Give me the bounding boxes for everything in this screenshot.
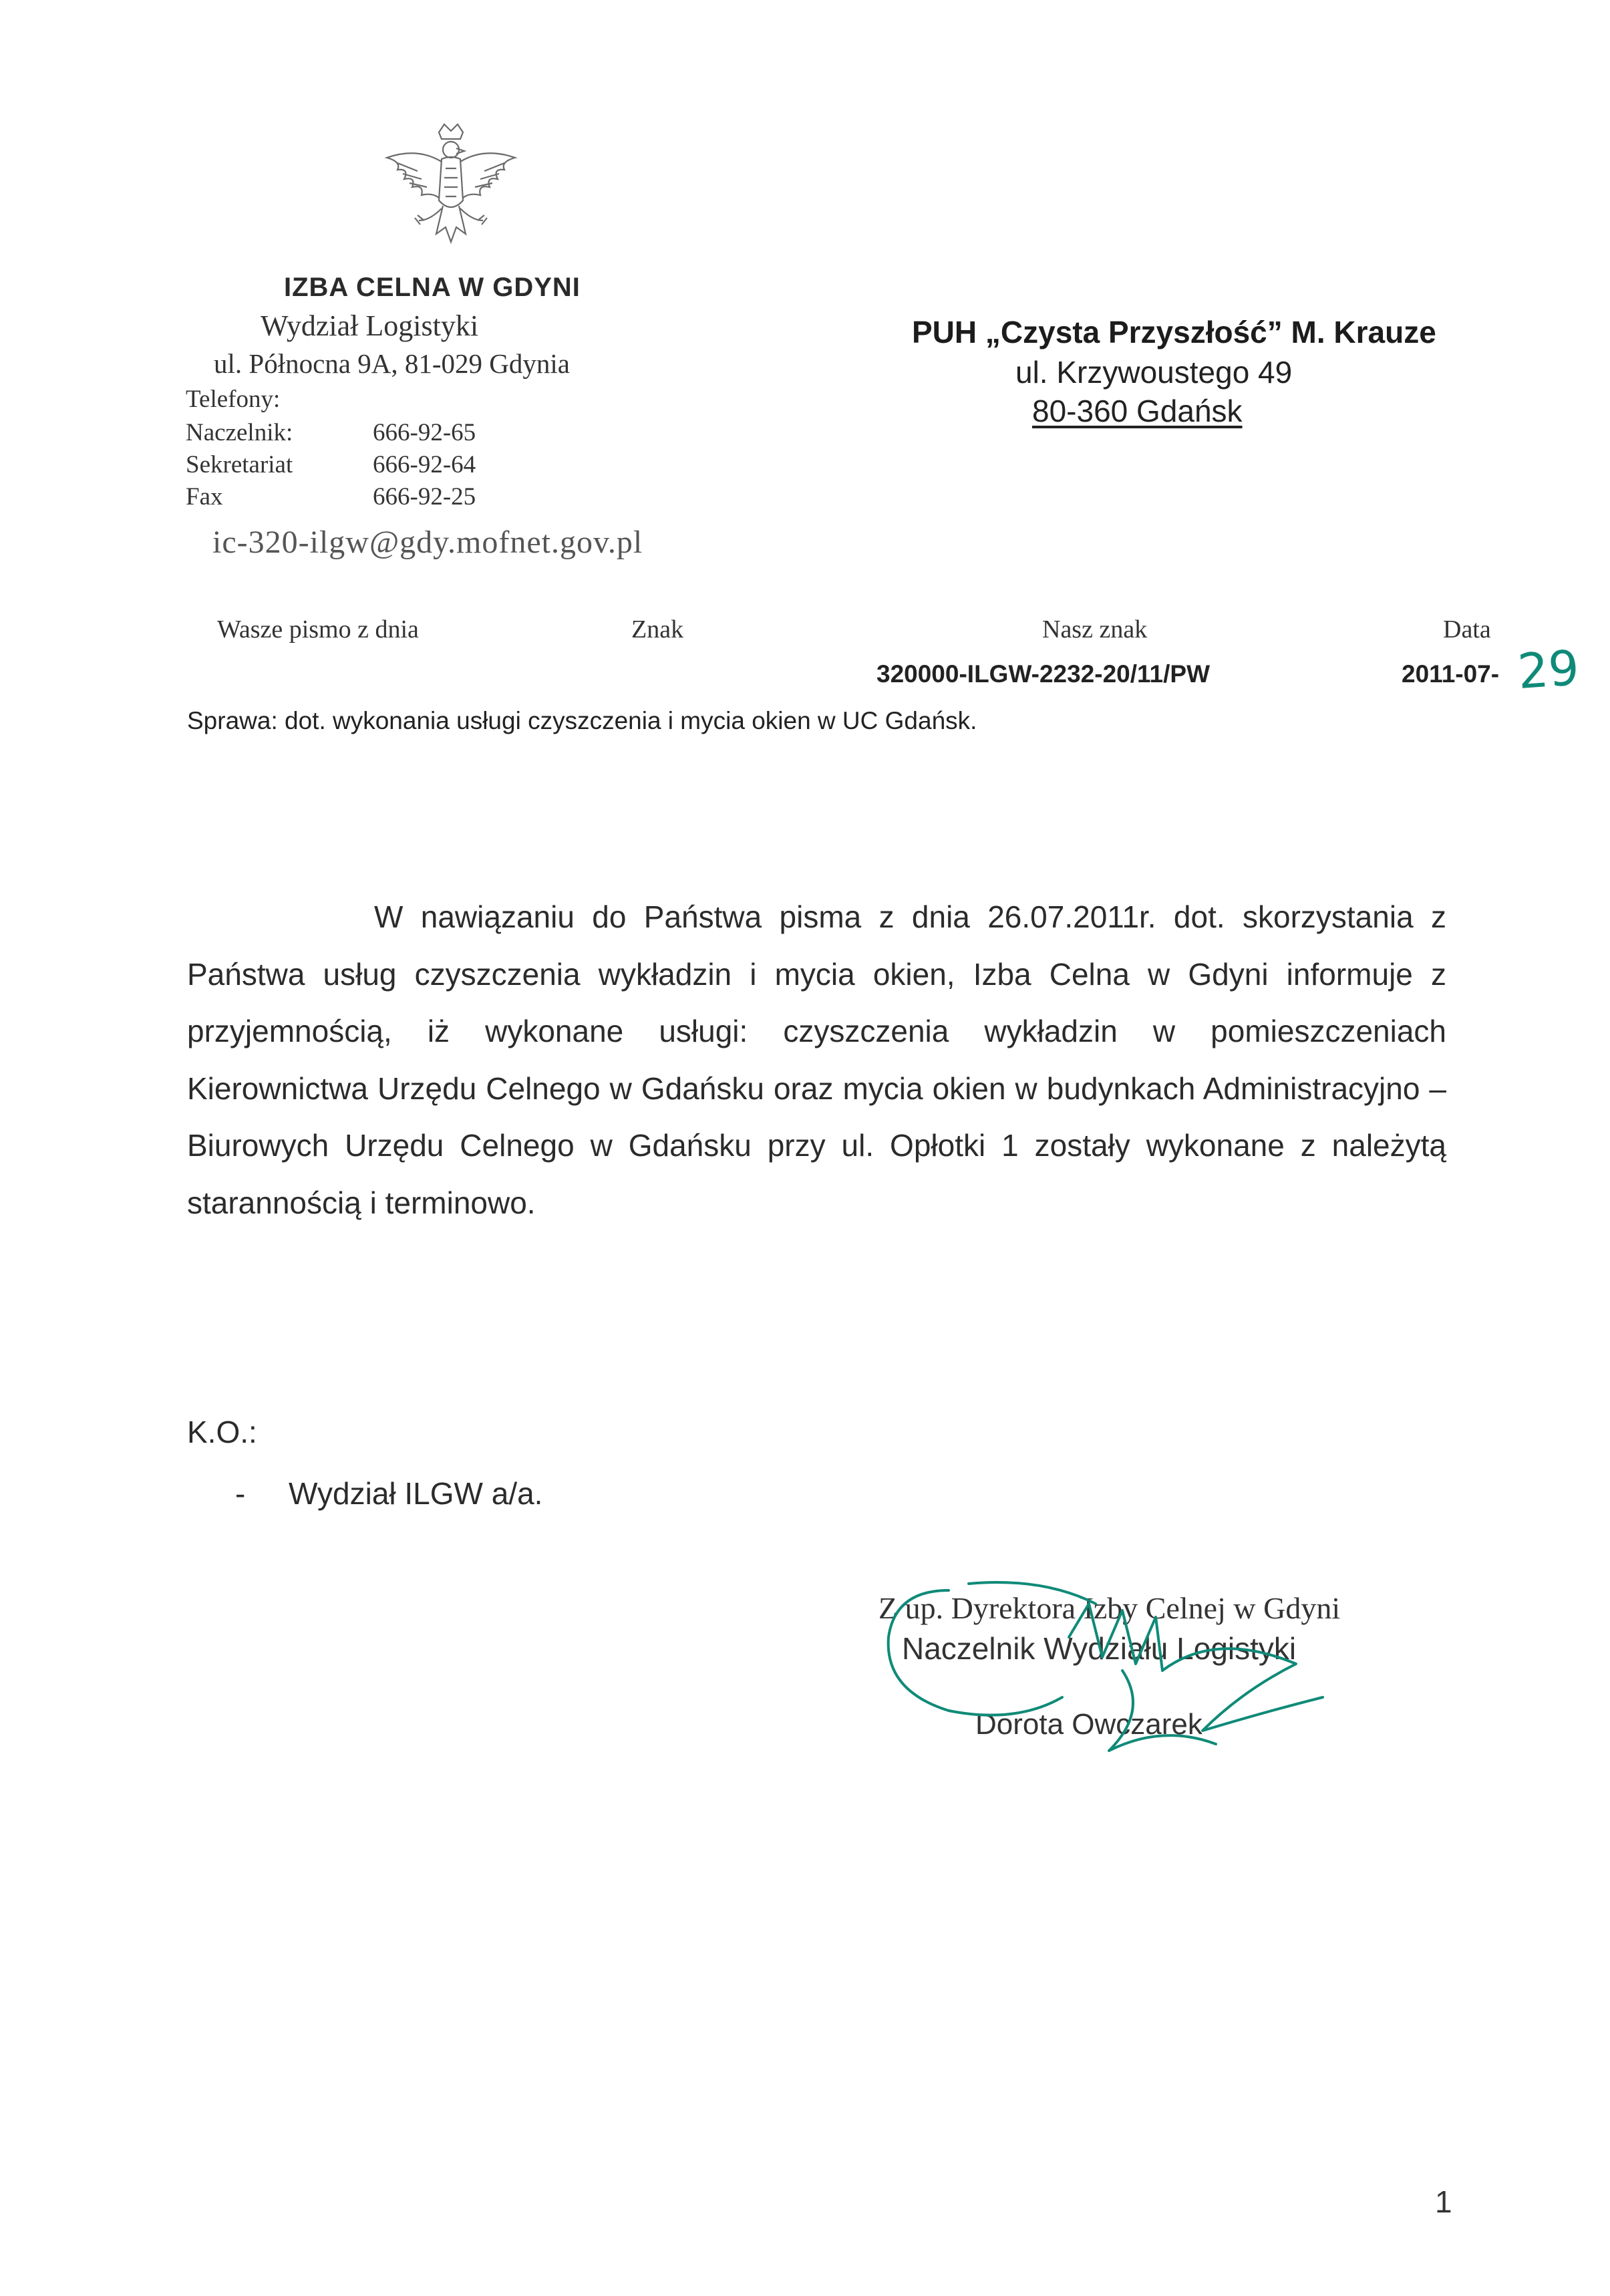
sender-address: ul. Północna 9A, 81-029 Gdynia bbox=[214, 348, 570, 379]
our-sign-value: 320000-ILGW-2232-20/11/PW bbox=[876, 660, 1211, 688]
copies-label: K.O.: bbox=[187, 1415, 257, 1449]
phone-label: Sekretariat bbox=[186, 451, 293, 478]
letter-body: W nawiązaniu do Państwa pisma z dnia 26.07.2011r. dot. skorzystania z Państwa usług czyszczenia wykładzin i mycia okien, Izba Celna w Gdyni informuje z przyjemnością, iż wykonane usługi: czyszczenia wykładzin w pomieszczeniach Kierownictwa Urzędu Celnego w Gdańsku oraz mycia okien w budynkach Administracyjno –Biurowych Urzędu Celnego w Gdańsku przy ul. Opłotki 1 zostały wykonane z należytą starannością i terminowo. bbox=[187, 899, 1446, 1220]
your-letter-label: Wasze pismo z dnia bbox=[217, 615, 419, 643]
sender-department: Wydział Logistyki bbox=[261, 309, 479, 342]
recipient-street: ul. Krzywoustego 49 bbox=[1015, 355, 1293, 390]
signature-line-2: Naczelnik Wydziału Logistyki bbox=[902, 1631, 1297, 1666]
recipient-name: PUH „Czysta Przyszłość” M. Krauze bbox=[912, 315, 1436, 349]
sender-organization: IZBA CELNA W GDYNI bbox=[284, 273, 581, 302]
copies-item-text: Wydział ILGW a/a. bbox=[289, 1476, 543, 1511]
phone-row bbox=[186, 450, 476, 479]
signature-line-1: Z up. Dyrektora Izby Celnej w Gdyni bbox=[878, 1591, 1341, 1625]
polish-eagle-emblem-icon bbox=[377, 120, 524, 274]
handwritten-signature bbox=[868, 1564, 1349, 1818]
list-dash: - bbox=[235, 1476, 246, 1511]
handwritten-day: 29 bbox=[1516, 639, 1581, 700]
phone-label: Fax bbox=[186, 483, 223, 511]
phone-row bbox=[186, 418, 476, 447]
date-value: 2011-07- bbox=[1402, 660, 1500, 688]
recipient-city: 80-360 Gdańsk bbox=[1032, 394, 1243, 428]
phone-row bbox=[186, 482, 476, 511]
date-label: Data bbox=[1443, 615, 1491, 643]
sender-email: ic-320-ilgw@gdy.mofnet.gov.pl bbox=[212, 525, 643, 560]
phone-number: 666-92-25 bbox=[373, 483, 476, 511]
sign-label: Znak bbox=[631, 615, 684, 643]
copies-item bbox=[235, 1475, 542, 1512]
phones-label: Telefony: bbox=[186, 386, 281, 413]
subject-line: Sprawa: dot. wykonania usługi czyszczenia i mycia okien w UC Gdańsk. bbox=[187, 707, 977, 734]
page-number: 1 bbox=[1435, 2184, 1452, 2219]
phone-label: Naczelnik: bbox=[186, 419, 293, 446]
our-sign-label: Nasz znak bbox=[1042, 615, 1148, 643]
phone-number: 666-92-65 bbox=[373, 419, 476, 446]
phone-number: 666-92-64 bbox=[373, 451, 476, 478]
signature-name: Dorota Owczarek bbox=[975, 1708, 1202, 1741]
